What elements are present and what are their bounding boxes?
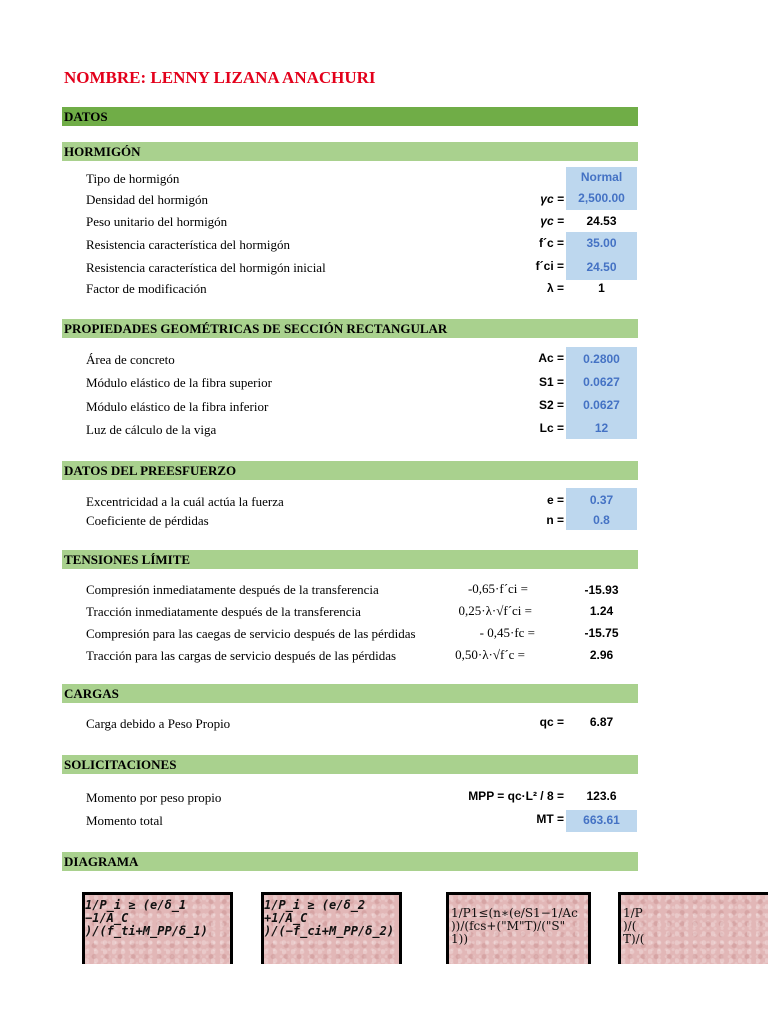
row-label: Tracción para las cargas de servicio después de las pérdidas bbox=[86, 648, 397, 663]
symbol-s2: S2 = bbox=[538, 398, 564, 412]
row-label: Resistencia característica del hormigón bbox=[86, 237, 290, 252]
row-label: Carga debido a Peso Propio bbox=[86, 716, 231, 731]
value-perdidas[interactable]: 0.8 bbox=[593, 513, 610, 527]
equation-line: 1/P1≤(n∗(e/S1−1/Ac bbox=[451, 906, 578, 920]
value-lambda: 1 bbox=[598, 281, 605, 295]
section-header-propiedades: PROPIEDADES GEOMÉTRICAS DE SECCIÓN RECTANGULAR bbox=[62, 319, 638, 338]
section-header-hormigon: HORMIGÓN bbox=[62, 142, 638, 161]
value-s2[interactable]: 0.0627 bbox=[583, 398, 620, 412]
section-header-solicitaciones: SOLICITACIONES bbox=[62, 755, 638, 774]
symbol-fc: f´c = bbox=[538, 236, 564, 250]
value-s1[interactable]: 0.0627 bbox=[583, 375, 620, 389]
row-label: Compresión para las caegas de servicio después de las pérdidas bbox=[86, 626, 416, 641]
equation-box bbox=[446, 892, 591, 964]
row-label: Tipo de hormigón bbox=[86, 171, 180, 186]
row-label: Módulo elástico de la fibra superior bbox=[86, 375, 272, 390]
equation-box bbox=[261, 892, 402, 964]
value-compresion-servicio: -15.75 bbox=[584, 626, 619, 640]
equation-line: 1/P_i ≥ (e/δ_2 bbox=[264, 898, 366, 912]
value-tipo-hormigon[interactable]: Normal bbox=[580, 170, 623, 184]
equation-line: 1/P_i ≥ (e/δ_1 bbox=[85, 898, 187, 912]
equation-line: 1)) bbox=[451, 932, 468, 946]
equation-line: −1/A_C bbox=[85, 911, 129, 925]
formula: - 0,45·fc = bbox=[479, 625, 535, 640]
section-header-tensiones: TENSIONES LÍMITE bbox=[62, 550, 638, 569]
equation-line: )/(f_ti+M_PP/δ_1) bbox=[85, 924, 208, 938]
symbol-ac: Ac = bbox=[538, 351, 564, 365]
value-area[interactable]: 0.2800 bbox=[583, 352, 620, 366]
value-densidad[interactable]: 2,500.00 bbox=[578, 191, 625, 205]
symbol-gamma: γc = bbox=[540, 192, 564, 206]
section-header-datos: DATOS bbox=[62, 107, 638, 126]
symbol-n: n = bbox=[546, 513, 564, 527]
equation-line: 1/P bbox=[623, 906, 643, 920]
row-label: Área de concreto bbox=[86, 352, 175, 367]
row-label: Resistencia característica del hormigón inicial bbox=[86, 260, 326, 275]
symbol-s1: S1 = bbox=[538, 375, 564, 389]
row-label: Peso unitario del hormigón bbox=[86, 214, 228, 229]
symbol-lambda: λ = bbox=[546, 281, 564, 295]
page-title: NOMBRE: LENNY LIZANA ANACHURI bbox=[64, 68, 376, 87]
row-label: Tracción inmediatamente después de la transferencia bbox=[86, 604, 361, 619]
section-header-cargas: CARGAS bbox=[62, 684, 638, 703]
section-header-preesfuerzo: DATOS DEL PREESFUERZO bbox=[62, 461, 638, 480]
row-label: Excentricidad a la cuál actúa la fuerza bbox=[86, 494, 284, 509]
row-label: Factor de modificación bbox=[86, 281, 207, 296]
value-peso-unitario: 24.53 bbox=[586, 214, 617, 228]
symbol-mt: MT = bbox=[536, 812, 564, 826]
value-fci[interactable]: 24.50 bbox=[586, 260, 617, 274]
formula: 0,50·λ·√f´c = bbox=[455, 647, 525, 662]
row-label: Coeficiente de pérdidas bbox=[86, 513, 209, 528]
formula: 0,25·λ·√f´ci = bbox=[458, 603, 532, 618]
row-label: Luz de cálculo de la viga bbox=[86, 422, 217, 437]
equation-line: )/( bbox=[623, 919, 637, 933]
symbol-e: e = bbox=[546, 493, 564, 507]
row-label: Densidad del hormigón bbox=[86, 192, 209, 207]
equation-box bbox=[618, 892, 768, 964]
value-momento-total[interactable]: 663.61 bbox=[583, 813, 620, 827]
value-traccion-servicio: 2.96 bbox=[589, 648, 614, 662]
value-traccion-transferencia: 1.24 bbox=[589, 604, 614, 618]
row-label: Momento por peso propio bbox=[86, 790, 222, 805]
value-excentricidad[interactable]: 0.37 bbox=[589, 493, 614, 507]
value-momento-peso-propio: 123.6 bbox=[586, 789, 617, 803]
symbol-qc: qc = bbox=[539, 715, 564, 729]
symbol-lc: Lc = bbox=[539, 421, 564, 435]
equation-line: +1/A_C bbox=[264, 911, 308, 925]
value-luz[interactable]: 12 bbox=[594, 421, 609, 435]
row-label: Compresión inmediatamente después de la transferencia bbox=[86, 582, 379, 597]
row-label: Momento total bbox=[86, 813, 163, 828]
row-label: Módulo elástico de la fibra inferior bbox=[86, 399, 269, 414]
value-fc[interactable]: 35.00 bbox=[586, 236, 617, 250]
equation-box bbox=[82, 892, 233, 964]
section-header-diagrama: DIAGRAMA bbox=[62, 852, 638, 871]
equation-line: )/(−f_ci+M_PP/δ_2) bbox=[264, 924, 395, 938]
formula: -0,65·f´ci = bbox=[467, 581, 528, 596]
value-compresion-transferencia: -15.93 bbox=[584, 583, 619, 597]
symbol-mpp: MPP = qc·L² / 8 = bbox=[468, 789, 564, 803]
equation-line: ))/(fcs+("M"T)/("S" bbox=[451, 919, 566, 933]
symbol-gamma: γc = bbox=[540, 214, 564, 228]
symbol-fci: f´ci = bbox=[535, 259, 564, 273]
value-carga-peso-propio: 6.87 bbox=[589, 715, 614, 729]
equation-line: T)/( bbox=[623, 932, 645, 946]
